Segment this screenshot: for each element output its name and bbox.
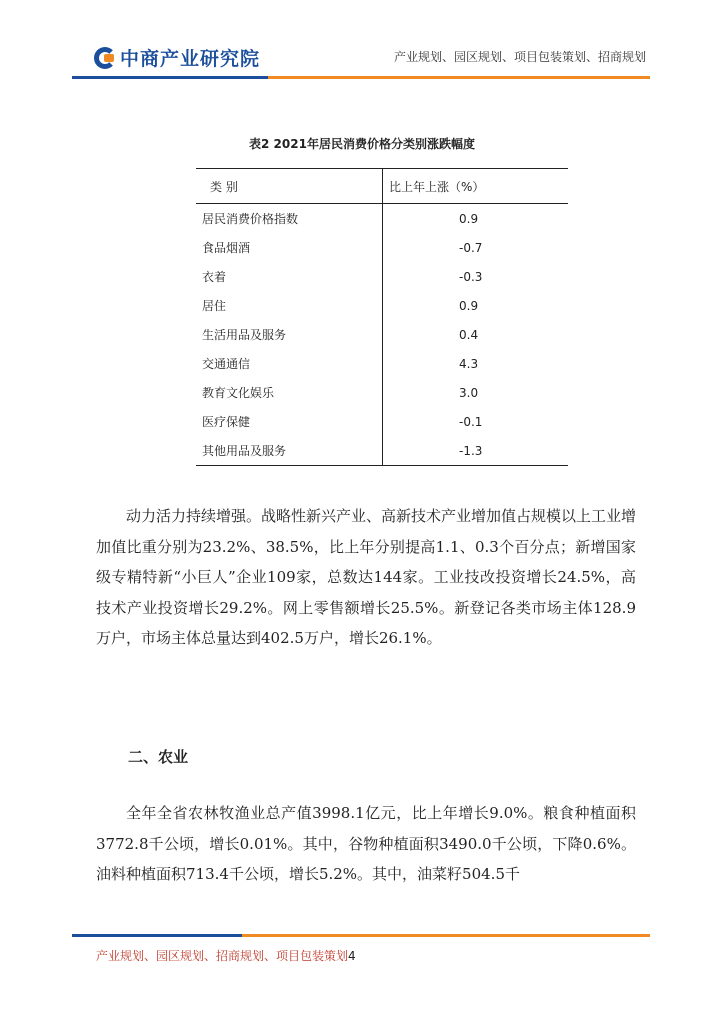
- row-value: 3.0: [382, 378, 568, 407]
- page-number: 4: [348, 949, 356, 963]
- row-category: 医疗保健: [202, 415, 251, 429]
- table-row: [196, 407, 568, 436]
- table-title: 表2 2021年居民消费价格分类别涨跌幅度: [249, 137, 475, 151]
- table-row: [196, 320, 568, 349]
- logo-text: 中商产业研究院: [120, 48, 261, 70]
- row-category: 生活用品及服务: [202, 328, 287, 342]
- section-title-agriculture: 二、农业: [128, 748, 189, 766]
- row-category: 交通通信: [202, 357, 251, 371]
- table-header-row: [196, 168, 568, 204]
- row-category: 居民消费价格指数: [202, 212, 299, 226]
- footer: [96, 947, 356, 964]
- logo-icon: [94, 47, 116, 69]
- cpi-table: [196, 168, 568, 466]
- footer-divider-orange: [242, 934, 650, 937]
- header-tagline: 产业规划、园区规划、项目包装策划、招商规划: [393, 50, 646, 64]
- table-row: [196, 291, 568, 320]
- row-category: 其他用品及服务: [202, 444, 287, 458]
- logo: [94, 44, 260, 71]
- row-value: 0.9: [382, 291, 568, 320]
- row-value: -0.1: [382, 407, 568, 436]
- table-row: [196, 378, 568, 407]
- row-value: -1.3: [382, 436, 568, 465]
- footer-divider-blue: [72, 934, 242, 937]
- table-row: [196, 436, 568, 466]
- row-value: 0.9: [382, 204, 568, 233]
- row-value: -0.3: [382, 262, 568, 291]
- header-divider-orange: [268, 76, 650, 79]
- table-row: [196, 204, 568, 233]
- table-row: [196, 262, 568, 291]
- header-divider-blue: [72, 76, 268, 79]
- row-category: 食品烟酒: [202, 241, 251, 255]
- table-row: [196, 349, 568, 378]
- column-header-change: 比上年上涨（%）: [382, 169, 568, 203]
- table-row: [196, 233, 568, 262]
- row-category: 衣着: [202, 270, 227, 284]
- column-header-category: 类 别: [210, 179, 238, 194]
- row-value: 4.3: [382, 349, 568, 378]
- row-category: 居住: [202, 299, 227, 313]
- paragraph-agriculture: 全年全省农林牧渔业总产值3998.1亿元，比上年增长9.0%。粮食种植面积3772.8千公顷，增长0.01%。其中，谷物种植面积3490.0千公顷，下降0.6%。油料种植面积713.4千公顷，增长5.2%。其中，油菜籽504.5千: [96, 804, 636, 883]
- paragraph-vitality: 动力活力持续增强。战略性新兴产业、高新技术产业增加值占规模以上工业增加值比重分别为23.2%、38.5%，比上年分别提高1.1、0.3个百分点；新增国家级专精特新“小巨人”企业109家，总数达144家。工业技改投资增长24.5%，高技术产业投资增长29.2%。网上零售额增长25.5%。新登记各类市场主体128.9万户，市场主体总量达到402.5万户，增长26.1%。: [96, 507, 637, 647]
- footer-tagline: 产业规划、园区规划、招商规划、项目包装策划: [96, 949, 349, 963]
- row-category: 教育文化娱乐: [202, 386, 275, 400]
- row-value: 0.4: [382, 320, 568, 349]
- row-value: -0.7: [382, 233, 568, 262]
